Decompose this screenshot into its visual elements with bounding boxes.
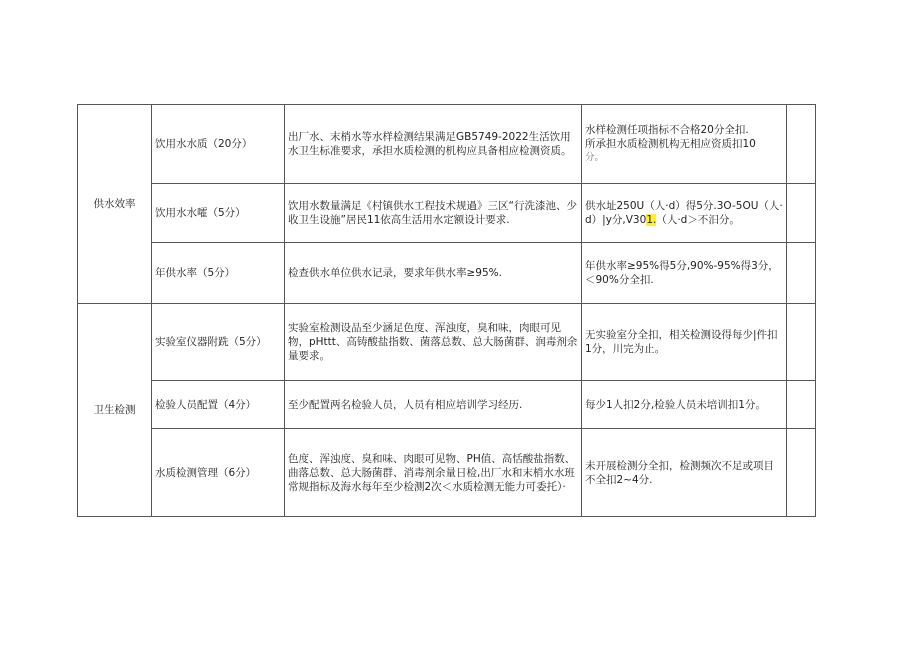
score-cell: 无实验室分全扣，相关检测设得每少|件扣1分，川完为止。 bbox=[582, 304, 787, 381]
blank-cell bbox=[787, 429, 816, 517]
score-cell bbox=[582, 184, 787, 243]
item-cell: 饮用水水嚯（5分） bbox=[152, 184, 285, 243]
item-cell: 年供水率（5分） bbox=[152, 243, 285, 304]
item-cell: 饮用水水质（20分） bbox=[152, 105, 285, 184]
table-row bbox=[78, 184, 816, 243]
score-cell: 每少1人扣2分,检验人员未培训扣1分。 bbox=[582, 381, 787, 429]
blank-cell bbox=[787, 381, 816, 429]
item-cell: 检验人员配置（4分） bbox=[152, 381, 285, 429]
table-row bbox=[78, 105, 816, 184]
score-cell bbox=[582, 105, 787, 184]
blank-cell bbox=[787, 184, 816, 243]
table-row bbox=[78, 381, 816, 429]
score-line: 分。 bbox=[585, 152, 605, 163]
table-row bbox=[78, 304, 816, 381]
requirement-cell: 饮用水数量满足《村镇供水工程技术规過》三区“行洗漆池、少收卫生设施”居民11依高生活用水定额设计要求. bbox=[285, 184, 582, 243]
requirement-cell: 色度、浑浊度、臭和味、肉眼可见物、PH值、高恬酸盐指数、曲落总数、总大肠菌群、消毒剂余量日检,出厂水和末梢水水班常规指标及海水每年至少检测2次＜水质检测无能力可委托）· bbox=[285, 429, 582, 517]
category-cell: 卫生检测 bbox=[78, 304, 152, 517]
score-line: 所承担水质检测机构无相应资质扣10 bbox=[585, 138, 756, 150]
requirement-cell: 检查供水单位供水记录，要求年供水率≥95%. bbox=[285, 243, 582, 304]
blank-cell bbox=[787, 105, 816, 184]
evaluation-table bbox=[77, 104, 816, 517]
highlighted-text: 1. bbox=[646, 214, 657, 226]
item-cell: 水质检测管理（6分） bbox=[152, 429, 285, 517]
blank-cell bbox=[787, 304, 816, 381]
category-cell: 供水效率 bbox=[78, 105, 152, 304]
score-text: 供水址250U（人·d）得5分.3O-5OU（人·d）|y分,V30 bbox=[585, 200, 783, 226]
score-line: 水样检测任项指标不合格20分全扣. bbox=[585, 124, 749, 136]
score-text-tail: （人·d＞不汨分。 bbox=[656, 214, 740, 226]
table-row bbox=[78, 429, 816, 517]
blank-cell bbox=[787, 243, 816, 304]
score-cell: 未开展检测分全扣，检测频次不足或项目不全扣2~4分. bbox=[582, 429, 787, 517]
requirement-cell: 出厂水、末梢水等水样检测结果满足GB5749-2022生活饮用水卫生标准要求，承担水质检测的机构应具备相应检测资质。 bbox=[285, 105, 582, 184]
table-row bbox=[78, 243, 816, 304]
requirement-cell: 实验室检测设品至少涵足色度、浑浊度，臭和味，肉眼可见物，pHttt、高铸酸盐指数、菌落总数、总大肠菌群、润毒剂余量要求。 bbox=[285, 304, 582, 381]
requirement-cell: 至少配置两名检验人员，人员有相应培训学习经历. bbox=[285, 381, 582, 429]
item-cell: 实验室仪器附跣（5分） bbox=[152, 304, 285, 381]
score-cell: 年供水率≥95%得5分,90%-95%得3分，＜90%分全扣. bbox=[582, 243, 787, 304]
